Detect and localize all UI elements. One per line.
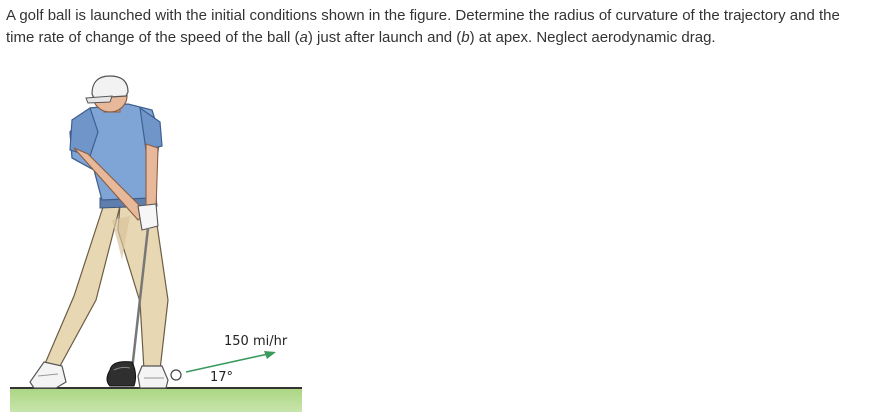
problem-statement [6,5,866,49]
golfer-illustration [0,70,310,418]
part-b-label: b [461,29,470,46]
part-a-label: a [299,29,308,46]
golf-ball [171,370,181,380]
problem-text-2: ) just after launch and ( [307,29,462,46]
velocity-arrowhead [264,351,276,359]
speed-label: 150 mi/hr [224,334,288,349]
cap [92,76,128,98]
right-shoe [138,366,168,388]
golfer-figure [0,70,310,418]
angle-label: 17° [210,370,234,385]
right-arm [146,144,158,212]
problem-text-3: ) at apex. Neglect aerodynamic drag. [469,29,716,46]
hands [138,204,158,230]
club-head [107,362,136,386]
problem-text-1: A golf ball is launched with the initial conditions shown in the figure. Determine the radius of curvature of the trajectory and the time rate of change of the speed of the ball ( [6,7,840,46]
left-leg [44,204,120,366]
